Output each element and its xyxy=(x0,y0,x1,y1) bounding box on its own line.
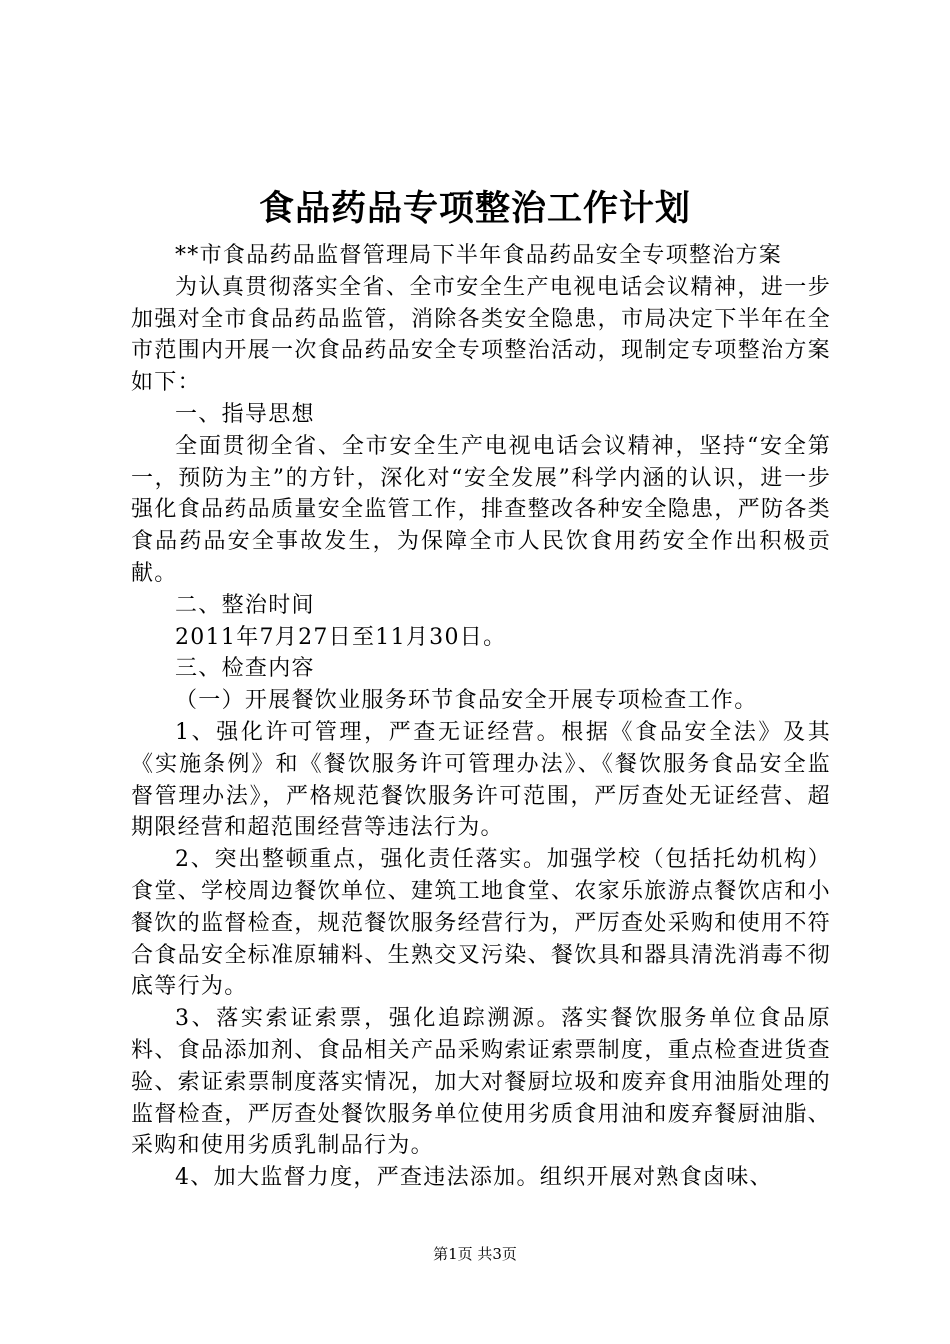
intro-paragraph: 为认真贯彻落实全省、全市安全生产电视电话会议精神，进一步加强对全市食品药品监管，消除各类安全隐患，市局决定下半年在全市范围内开展一次食品药品安全专项整治活动，现制定专项整治方案如下： xyxy=(131,274,831,396)
item-paragraph-4: 4、加大监督力度，严查违法添加。组织开展对熟食卤味、 xyxy=(175,1165,773,1191)
item-paragraph-2: 2、突出整顿重点，强化责任落实。加强学校（包括托幼机构）食堂、学校周边餐饮单位、建筑工地食堂、农家乐旅游点餐饮店和小餐饮的监督检查，规范餐饮服务经营行为，严厉查处采购和使用不符合食品安全标准原辅料、生熟交叉污染、餐饮具和器具清洗消毒不彻底等行为。 xyxy=(131,847,831,1000)
guiding-ideology-paragraph: 全面贯彻全省、全市安全生产电视电话会议精神，坚持“安全第一，预防为主”的方针，深化对“安全发展”科学内涵的认识，进一步强化食品药品质量安全监管工作，排查整改各种安全隐患，严防各类食品药品安全事故发生，为保障全市人民饮食用药安全作出积极贡献。 xyxy=(131,433,831,586)
item-paragraph-3: 3、落实索证索票，强化追踪溯源。落实餐饮服务单位食品原料、食品添加剂、食品相关产品采购索证索票制度，重点检查进货查验、索证索票制度落实情况，加大对餐厨垃圾和废弃食用油脂处理的监督检查，严厉查处餐饮服务单位使用劣质食用油和废弃餐厨油脂、采购和使用劣质乳制品行为。 xyxy=(131,1006,831,1159)
section-heading-inspection-content: 三、检查内容 xyxy=(175,656,315,682)
section-heading-guiding-ideology: 一、指导思想 xyxy=(175,401,315,427)
subsection-heading-catering: （一）开展餐饮业服务环节食品安全开展专项检查工作。 xyxy=(175,688,758,714)
page-footer: 第1页 共3页 xyxy=(433,1245,517,1263)
subtitle-paragraph: **市食品药品监督管理局下半年食品药品安全专项整治方案 xyxy=(175,243,783,268)
document-title: 食品药品专项整治工作计划 xyxy=(258,188,691,229)
schedule-paragraph: 2011年7月27日至11月30日。 xyxy=(175,624,507,650)
item-paragraph-1: 1、强化许可管理，严查无证经营。根据《食品安全法》及其《实施条例》和《餐饮服务许可管理办法》、《餐饮服务食品安全监督管理办法》，严格规范餐饮服务许可范围，严厉查处无证经营、超期限经营和超范围经营等违法行为。 xyxy=(131,719,831,841)
document-body xyxy=(131,240,831,1194)
section-heading-schedule: 二、整治时间 xyxy=(175,592,315,618)
